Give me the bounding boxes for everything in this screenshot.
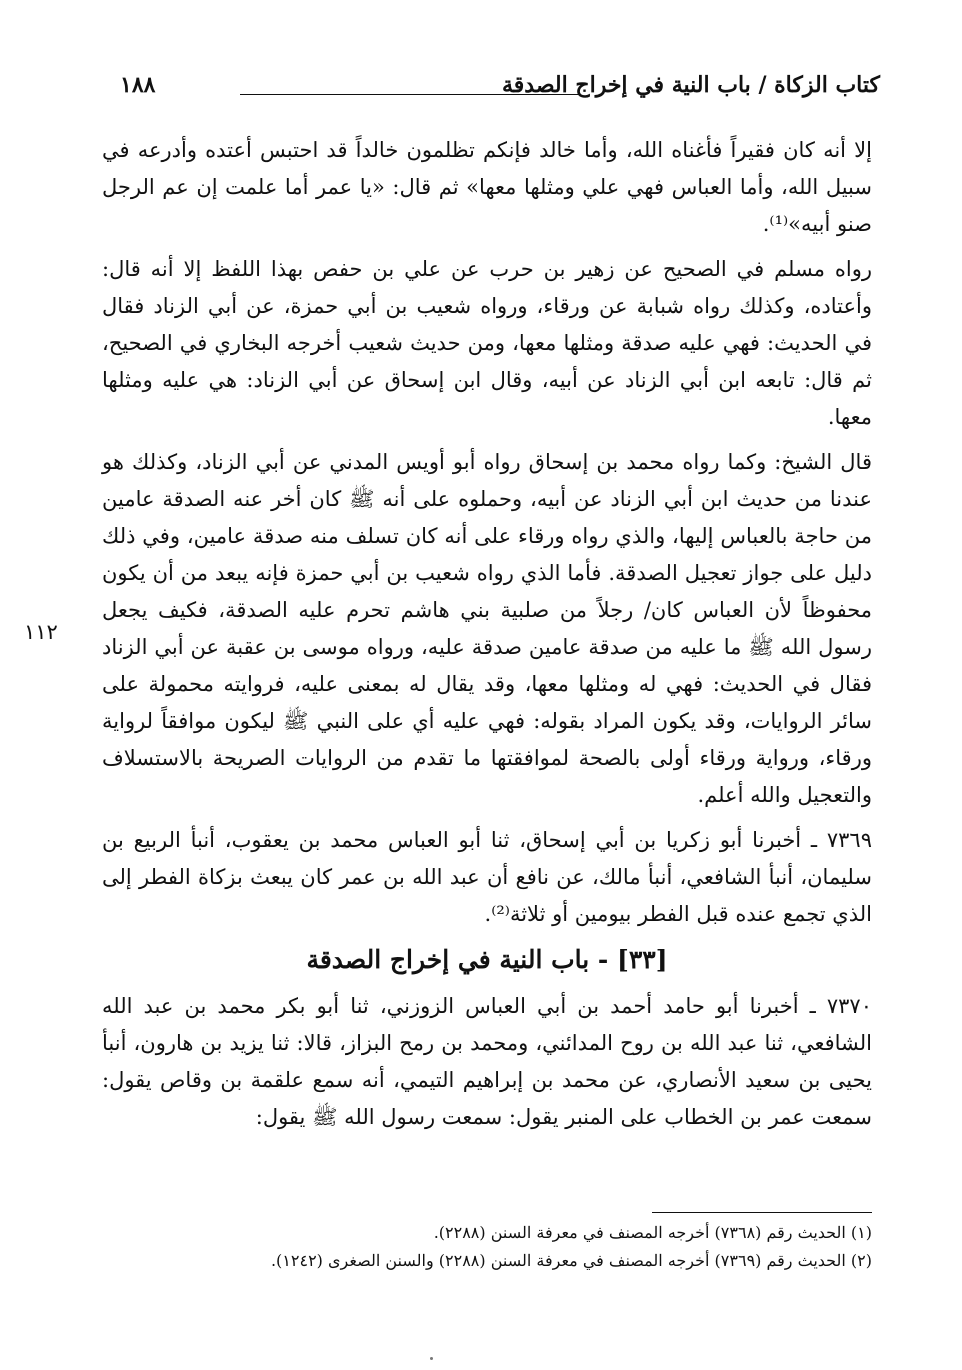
paragraph: إلا أنه كان فقيراً فأغناه الله، وأما خالد فإنكم تظلمون خالداً قد احتبس أعتده وأدرعه في سبيل الله، وأما العباس فهي علي ومثلها معها» ثم قال: «يا عمر أما علمت إن عم الرجل صنو أبيه»⁽¹⁾.: [102, 138, 872, 236]
footnote: (١) الحديث رقم (٧٣٦٨) أخرجه المصنف في معرفة السنن (٢٢٨٨).: [433, 1223, 872, 1242]
section-heading: [٣٣] - باب النية في إخراج الصدقة: [306, 945, 668, 974]
header-rule: [240, 94, 580, 95]
margin-reference-number: ١١٢: [24, 620, 58, 644]
page-number: ١٨٨: [120, 72, 156, 98]
paragraph: قال الشيخ: وكما رواه محمد بن إسحاق رواه أبو أويس المدني عن أبي الزناد، وكذلك هو عندنا من حديث ابن أبي الزناد عن أبيه، وحملوه على أنه ﷺ كان أخر عنه الصدقة عامين من حاجة بالعباس إليها، والذي رواه ورقاء على أنه كان تسلف منه صدقة عامين، وفي ذلك دليل على جواز تعجيل الصدقة. فأما الذي رواه شعيب بن أبي حمزة فإنه يبعد من أن يكون محفوظاً لأن العباس كان/ رجلاً من صلبية بني هاشم تحرم عليه الصدقة، فكيف يجعل رسول الله ﷺ ما عليه من صدقة عامين صدقة عليه، ورواه موسى بن عقبة عن أبي الزناد فقال في الحديث: فهي له ومثلها معها، وقد يقال له بمعنى عليه، فروايته محمولة على سائر الروايات، وقد يكون المراد بقوله: فهي عليه أي على النبي ﷺ ليكون موافقاً لرواية ورقاء، ورواية ورقاء أولى بالصحة لموافقتها ما تقدم من الروايات الصريحة بالاستسلاف والتعجيل والله أعلم.: [102, 450, 872, 807]
footnote-rule: [652, 1212, 872, 1213]
paragraph: ٧٣٧٠ ـ أخبرنا أبو حامد أحمد بن أبي العباس الزوزني، ثنا أبو بكر محمد بن عبد الله الشافعي، ثنا عبد الله بن روح المدائني، ومحمد بن رمح البزاز، قالا: ثنا يزيد بن هارون، أنبأ يحيى بن سعيد الأنصاري، عن محمد بن إبراهيم التيمي، أنه سمع علقمة بن وقاص يقول: سمعت عمر بن الخطاب على المنبر يقول: سمعت رسول الله ﷺ يقول:: [102, 994, 872, 1129]
paragraph: ٧٣٦٩ ـ أخبرنا أبو زكريا بن أبي إسحاق، ثنا أبو العباس محمد بن يعقوب، أنبأ الربيع بن سليمان، أنبأ الشافعي، أنبأ مالك، عن نافع أن عبد الله بن عمر كان يبعث بزكاة الفطر إلى الذي تجمع عنده قبل الفطر بيومين أو ثلاثة⁽²⁾.: [102, 828, 872, 926]
running-header: [120, 72, 880, 102]
footnotes: [102, 1212, 872, 1275]
scan-speck: [430, 1357, 433, 1360]
header-title: كتاب الزكاة / باب النية في إخراج الصدقة: [501, 72, 880, 98]
paragraph: رواه مسلم في الصحيح عن زهير بن حرب عن علي بن حفص بهذا اللفظ إلا أنه قال: وأعتاده، وكذلك رواه شبابة عن ورقاء، ورواه شعيب بن أبي حمزة، عن أبي الزناد فقال في الحديث: فهي عليه صدقة ومثلها معها، ومن حديث شعيب أخرجه البخاري في الصحيح، ثم قال: تابعه ابن أبي الزناد عن أبيه، وقال ابن إسحاق عن أبي الزناد: هي عليه ومثلها معها.: [102, 257, 872, 429]
footnote: (٢) الحديث رقم (٧٣٦٩) أخرجه المصنف في معرفة السنن (٢٢٨٨) والسنن الصغرى (١٢٤٢).: [270, 1251, 872, 1270]
main-text: [102, 132, 872, 1144]
